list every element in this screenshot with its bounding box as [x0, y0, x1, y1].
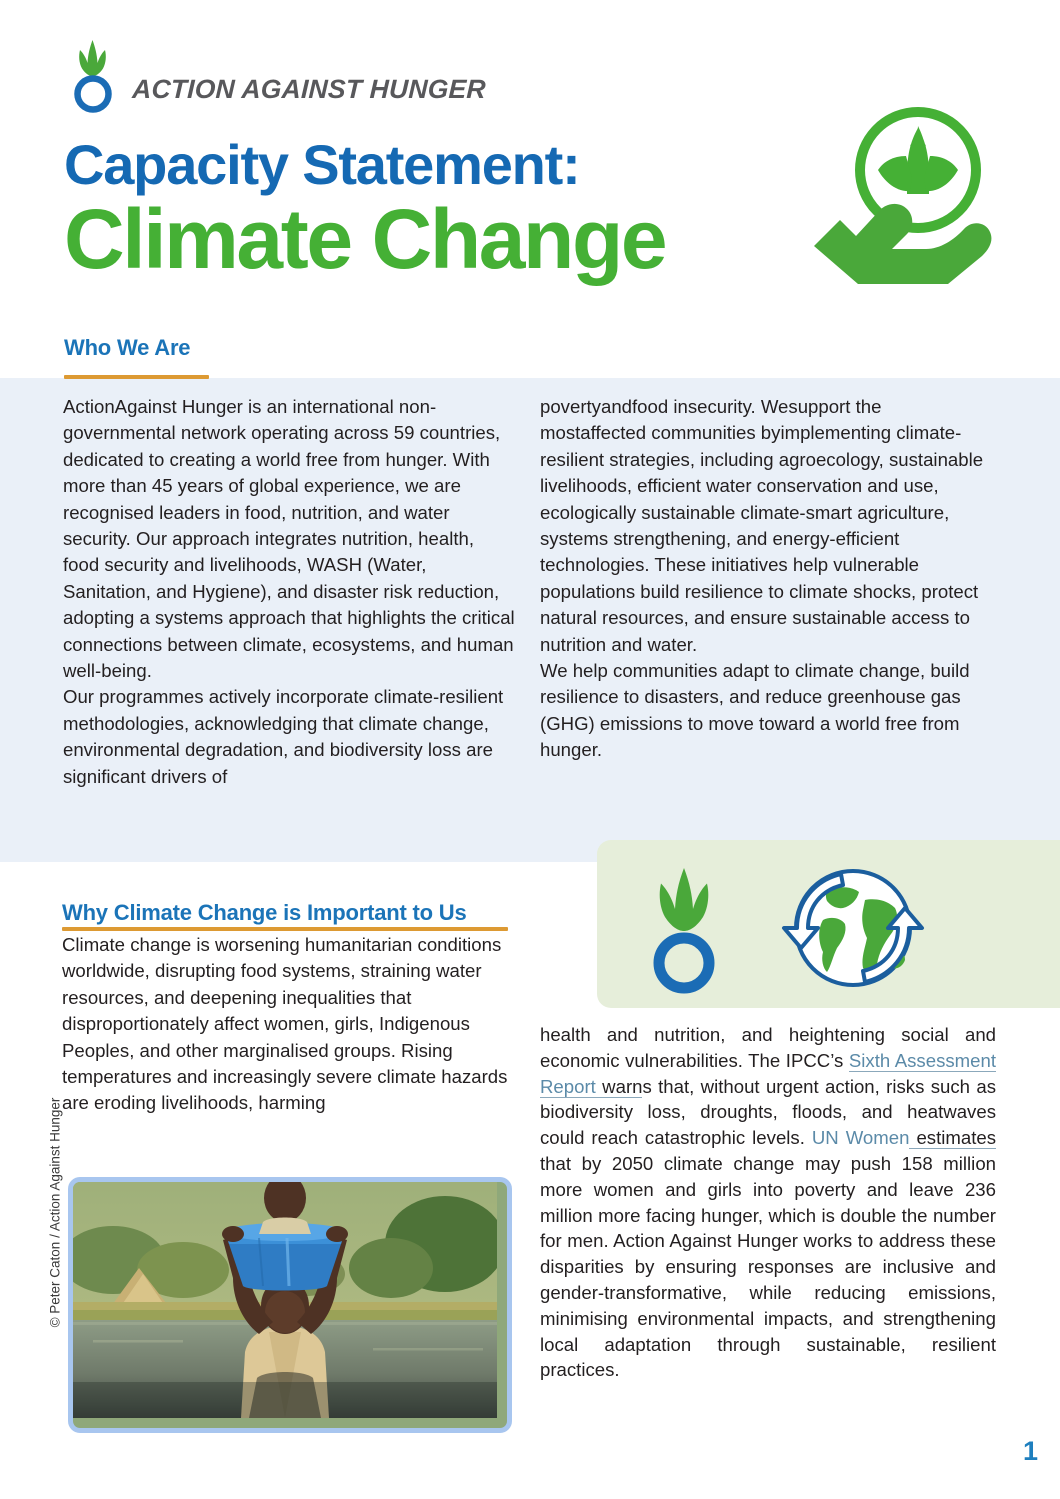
- hand-holding-plant-icon: [806, 98, 1006, 288]
- leaf-waterdrop-logo-icon: [637, 858, 733, 1003]
- page-title: [64, 133, 665, 285]
- text-run: that by 2050 climate change may push 158 million more women and girls into poverty and leave 236 million more facing hunger, which is double the number for men. Action Against Hunger works to address these disparities by ensuring responses are inclusive and gender-transformative, while reducing emissions, minimising environmental impacts, and strengthening local adaptation through sustainable, resilient practices.: [540, 1152, 996, 1381]
- why-important-right-column: [540, 1022, 996, 1383]
- link-trailing-text: estimates: [909, 1127, 997, 1149]
- title-line-climate-change: Climate Change: [64, 192, 666, 286]
- section-heading-who-we-are: Who We Are: [64, 335, 191, 360]
- page-number: 1: [1022, 1436, 1038, 1466]
- leaf-waterdrop-logo-icon: [66, 34, 120, 114]
- link-sixth-assessment-report[interactable]: Sixth Assessment Report: [540, 1049, 996, 1097]
- title-line-capacity-statement: Capacity Statement:: [64, 133, 580, 196]
- paragraph: ActionAgainst Hunger is an international non-governmental network operating across 59 countries, dedicated to creating a world free from hunger. With more than 45 years of global experience, we are recognised leaders in food, nutrition, and water security. Our approach integrates nutrition, health, food security and livelihoods, WASH (Water, Sanitation, and Hygiene), and disaster risk reduction, adopting a systems approach that highlights the critical connections between climate, ecosystems, and human well-being.: [63, 396, 515, 682]
- paragraph: Climate change is worsening humanitarian conditions worldwide, disrupting food systems, straining water resources, and deepening inequalities that disproportionately affect women, girls, Indigenous Peoples, and other marginalised groups. Rising temperatures and increasingly severe climate hazards are eroding livelihoods, harming: [62, 934, 508, 1114]
- photo-credit: © Peter Caton / Action Against Hunger: [47, 1097, 63, 1328]
- paragraph: We help communities adapt to climate change, build resilience to disasters, and reduce greenhouse gas (GHG) emissions to move toward a world free from hunger.: [540, 660, 970, 761]
- link-trailing-text: warn: [595, 1075, 643, 1097]
- section-heading-why-important: Why Climate Change is Important to Us: [62, 900, 467, 925]
- paragraph: Our programmes actively incorporate climate-resilient methodologies, acknowledging that climate change, environmental degradation, and biodiversity loss are significant drivers of: [63, 686, 504, 787]
- globe-recycle-arrows-icon: [767, 854, 939, 1007]
- paragraph: povertyandfood insecurity. Wesupport the mostaffected communities byimplementing climate-resilient strategies, including agroecology, sustainable livelihoods, efficient water conservation and use, ecologically sustainable climate-smart agriculture, systems strengthening, and energy-efficient technologies. These initiatives help vulnerable populations build resilience to climate shocks, protect natural resources, and ensure sustainable access to nutrition and water.: [540, 396, 984, 655]
- text-run: health and nutrition, and heightening social and economic vulnerabilities. The IPCC’s: [540, 1024, 996, 1071]
- who-we-are-right-column: [540, 394, 992, 764]
- section-rule-who-we-are: [64, 375, 209, 379]
- icon-panel: [597, 840, 1060, 1008]
- photo-flood-water-carrier: [68, 1177, 512, 1433]
- brand-logo: [66, 32, 486, 114]
- text-run: s that, without urgent action, risks such as biodiversity loss, droughts, floods, and heatwaves could reach catastrophic levels.: [540, 1075, 997, 1149]
- paragraph: [540, 1022, 996, 1383]
- section-rule-why-important: [62, 927, 508, 931]
- why-important-left-column: [62, 932, 514, 1117]
- who-we-are-left-column: [63, 394, 515, 790]
- link-un-women[interactable]: UN Women: [811, 1127, 910, 1149]
- brand-name: ACTION AGAINST HUNGER: [131, 74, 487, 104]
